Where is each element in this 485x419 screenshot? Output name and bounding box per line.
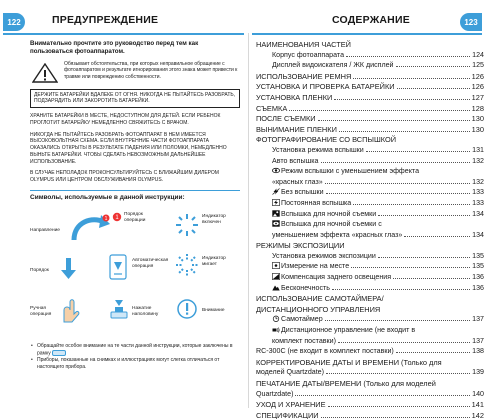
toc-page-number: 124	[472, 50, 484, 59]
toc-entry-title: Режим вспышки с уменьшением эффекта	[272, 167, 419, 175]
toc-page-number: 137	[472, 315, 484, 324]
toc-page-number: 131	[472, 145, 484, 154]
toc-leader-dots	[332, 285, 470, 290]
toc-leader-dots	[378, 253, 470, 258]
toc-entry	[256, 390, 484, 401]
toc-entry-title: RC-300C (не входит в комплект поставки)	[256, 347, 394, 356]
intro-text: Внимательно прочтите это руководство перед тем как пользоваться фотоаппаратом.	[30, 40, 199, 55]
toc-entry	[256, 125, 484, 136]
toc-entry-title: Quartzdate)	[256, 389, 294, 398]
toc-entry	[256, 337, 484, 348]
toc-leader-dots	[339, 127, 470, 132]
toc-entry	[256, 358, 484, 369]
svg-text:1: 1	[104, 216, 108, 223]
toc-leader-dots	[326, 369, 470, 374]
toc-leader-dots	[366, 147, 470, 152]
toc-entry-title: Авто вспышка	[272, 156, 319, 165]
toc-page-number: 134	[472, 230, 484, 239]
toc-leader-dots	[396, 348, 470, 353]
red-eye-icon	[272, 167, 281, 175]
toc-entry	[256, 188, 484, 199]
svg-text:1: 1	[115, 215, 119, 222]
toc-page-number: 127	[471, 92, 484, 102]
half-press-icon	[108, 298, 130, 322]
service-note: В СЛУЧАЕ НЕПОЛАДОК ПРОКОНСУЛЬТИРУЙТЕСЬ С БЛИЖАЙШИМ ДИЛЕРОМ OLYMPUS ИЛИ ЦЕНТРОМ ОБСЛУЖИВАНИЯ OLYMPUS.	[30, 170, 219, 183]
toc-page-number: 125	[472, 61, 484, 70]
toc-leader-dots	[334, 95, 469, 100]
toc-entry-title: Измерение на месте	[272, 262, 349, 270]
note-item: • Приборы, показанные на снимках и иллюстрациях могут слегка отличаться от настоящего прибора.	[30, 357, 240, 371]
toc-leader-dots	[338, 338, 470, 343]
toc-leader-dots	[353, 74, 469, 79]
indicator-on-icon	[174, 212, 200, 238]
toc-leader-dots	[396, 62, 471, 67]
indicator-blink-icon	[174, 252, 200, 278]
toc-leader-dots	[397, 84, 470, 89]
toc-entry-title: СЪЕМКА	[256, 103, 288, 113]
toc-page-number: 132	[472, 156, 484, 165]
toc-leader-dots	[378, 211, 470, 216]
toc-entry	[256, 411, 484, 419]
toc-entry-title: Установка режимов экспозиции	[272, 251, 376, 260]
toc-page-number: 136	[472, 283, 484, 292]
toc-leader-dots	[393, 274, 470, 279]
toc-leader-dots	[326, 189, 471, 194]
toc-page-number: 138	[472, 347, 484, 356]
self-timer-icon	[272, 315, 281, 323]
toc-entry	[256, 220, 484, 231]
toc-page-number: 133	[472, 188, 484, 197]
toc-entry-title: УСТАНОВКА И ПРОВЕРКА БАТАРЕЙКИ	[256, 82, 395, 92]
warning-page	[30, 40, 240, 371]
toc-leader-dots	[318, 116, 470, 121]
toc-leader-dots	[321, 413, 470, 418]
battery-warning-box: ДЕРЖИТЕ БАТАРЕЙКИ ВДАЛЕКЕ ОТ ОГНЯ. НИКОГДА НЕ ПЫТАЙТЕСЬ РАЗОБРАТЬ, ПОДЗАРЯДИТЬ ИЛИ ЗАКОРОТИТЬ БАТАРЕЙКИ.	[30, 89, 240, 109]
note-item: • Обращайте особое внимание на те части данной инструкции, которые заключены в рамку	[30, 343, 240, 357]
toc-entry	[256, 61, 484, 72]
toc-leader-dots	[325, 179, 471, 184]
right-page-number: 123	[460, 13, 482, 31]
toc-entry	[256, 347, 484, 358]
toc-entry-title: ПОСЛЕ СЪЕМКИ	[256, 114, 316, 124]
toc-entry	[256, 82, 484, 93]
toc-entry	[256, 368, 484, 379]
spot-metering-icon	[272, 262, 281, 270]
toc-entry	[256, 315, 484, 326]
toc-entry-title: УХОД И ХРАНЕНИЕ	[256, 400, 326, 410]
toc-entry	[256, 241, 484, 252]
children-warning: ХРАНИТЕ БАТАРЕЙКИ В МЕСТЕ, НЕДОСТУПНОМ ДЛЯ ДЕТЕЙ. ЕСЛИ РЕБЕНОК ПРОГЛОТИТ БАТАРЕЙКУ НЕМЕДЛЕННО СВЯЖИТЕСЬ С ВРАЧОМ.	[30, 113, 221, 126]
toc-page-number: 135	[472, 262, 484, 271]
toc-entry	[256, 72, 484, 83]
toc-leader-dots	[295, 391, 470, 396]
toc-entry	[256, 210, 484, 221]
caution-triangle-icon	[32, 63, 58, 83]
toc-entry	[256, 51, 484, 62]
toc-entry-title: НАИМЕНОВАНИЯ ЧАСТЕЙ	[256, 40, 351, 49]
toc-entry-title: ФОТОГРАФИРОВАНИЕ СО ВСПЫШКОЙ	[256, 135, 397, 145]
toc-page-number: 126	[471, 82, 484, 92]
toc-entry-title: Без вспышки	[272, 188, 324, 196]
right-header-rule	[252, 33, 482, 35]
direction-arrow-icon	[68, 212, 112, 246]
toc-entry	[256, 273, 484, 284]
toc-entry-title: ПЕЧАТАНИЕ ДАТЫ/ВРЕМЕНИ (Только для моделей	[256, 379, 436, 388]
toc-entry-title: УСТАНОВКА ПЛЕНКИ	[256, 92, 333, 102]
toc-entry	[256, 400, 484, 411]
notes-list	[30, 343, 240, 370]
toc-entry	[256, 262, 484, 273]
toc-entry	[256, 40, 484, 51]
toc-page-number: 135	[472, 251, 484, 260]
toc-page-number: 128	[471, 103, 484, 113]
toc-page-number: 140	[472, 389, 484, 398]
toc-entry	[256, 178, 484, 189]
toc-entry-title: ВЫНИМАНИЕ ПЛЕНКИ	[256, 124, 337, 134]
toc-entry	[256, 199, 484, 210]
toc-entry-title: ИСПОЛЬЗОВАНИЕ САМОТАЙМЕРА/	[256, 294, 384, 304]
legend-direction-label: Направление	[30, 228, 60, 234]
disassembly-warning: НИКОГДА НЕ ПЫТАЙТЕСЬ РАЗОБРАТЬ ФОТОАППАРАТ В НЕМ ИМЕЕТСЯ ВЫСОКОВОЛЬТНАЯ СХЕМА. ЕСЛИ ВНУТРЕННИЕ ЧАСТИ ФОТОАППАРАТА ОКАЗАЛИСЬ ОТКРЫТЫ В РЕЗУЛЬТАТЕ ПАДЕНИЯ ИЛИ ПОЛОМКИ, НЕМЕДЛЕННО ВЫНЬТЕ БАТАРЕЙКИ. ЧТОБЫ СДЕЛАТЬ НЕВОЗМОЖНЫМ ДАЛЬНЕЙШЕЕ ИСПОЛЬЗОВАНИЕ.	[30, 131, 227, 165]
toc-page-number: 142	[471, 410, 484, 419]
toc-entry	[256, 284, 484, 295]
toc-entry-title: Самотаймер	[272, 315, 323, 323]
page-divider	[248, 33, 249, 408]
legend-auto-op-label: Автоматическая операция	[132, 258, 169, 269]
toc-leader-dots	[325, 316, 470, 321]
toc-entry-title: ДИСТАНЦИОННОГО УПРАВЛЕНИЯ	[256, 304, 381, 314]
toc-entry	[256, 93, 484, 104]
caution-text: Обязывает обстоятельства, при которых неправильное обращение с фотоаппаратом и результате игнорирования этого знака может привести к травме или повреждению собственности.	[64, 60, 238, 80]
toc-leader-dots	[404, 232, 470, 237]
toc-entry	[256, 146, 484, 157]
auto-operation-icon	[106, 252, 130, 282]
toc-page-number: 134	[472, 209, 484, 218]
legend-manual-op-label: Ручная операция	[30, 306, 52, 317]
toc-entry-title: Вспышка для ночной съемки	[272, 210, 376, 218]
toc-entry	[256, 326, 484, 337]
toc-entry-title: комплект поставки)	[272, 336, 336, 345]
toc-entry	[256, 231, 484, 242]
toc-page-number: 130	[471, 114, 484, 124]
toc-entry-title: Вспышка для ночной съемки с	[272, 220, 382, 228]
toc-leader-dots	[351, 263, 470, 268]
toc-entry-title: Постоянная вспышка	[272, 199, 351, 207]
toc-page-number: 141	[471, 400, 484, 410]
night-red-eye-icon	[272, 220, 281, 228]
toc-entry	[256, 294, 484, 305]
toc-leader-dots	[321, 158, 471, 163]
toc-entry	[256, 305, 484, 316]
remote-control-icon	[272, 326, 281, 334]
legend-order-label: Порядок	[30, 268, 49, 274]
flash-off-icon	[272, 188, 281, 196]
toc-entry-title: уменьшением эффекта «красных глаз»	[272, 230, 403, 239]
symbols-legend	[30, 206, 240, 339]
toc-entry-title: Корпус фотоаппарата	[272, 50, 345, 59]
attention-icon	[176, 298, 198, 320]
toc-entry-title: Дистанционное управление (не входит в	[272, 326, 415, 334]
manual-operation-icon	[58, 298, 80, 324]
toc-entry	[256, 104, 484, 115]
backlight-compensation-icon	[272, 273, 281, 281]
toc-page-number: 137	[472, 336, 484, 345]
toc-leader-dots	[328, 402, 470, 407]
toc-entry	[256, 114, 484, 125]
toc-entry-title: СПЕЦИФИКАЦИИ	[256, 410, 319, 419]
toc-leader-dots	[346, 52, 470, 57]
toc-entry-title: Дисплей видоискателя / ЖК дисплей	[272, 61, 394, 70]
table-of-contents	[256, 40, 484, 419]
fill-flash-icon	[272, 199, 281, 207]
toc-entry	[256, 167, 484, 178]
toc-entry-title: РЕЖИМЫ ЭКСПОЗИЦИИ	[256, 241, 345, 251]
left-page-number: 122	[3, 13, 25, 31]
toc-entry-title: Бесконечность	[272, 284, 330, 292]
right-page-title: СОДЕРЖАНИЕ	[332, 14, 410, 26]
toc-page-number: 130	[471, 124, 484, 134]
toc-page-number: 133	[472, 198, 484, 207]
frame-sample-icon	[52, 350, 66, 356]
toc-page-number: 126	[471, 71, 484, 81]
step-number-icon	[112, 212, 122, 222]
toc-entry-title: ИСПОЛЬЗОВАНИЕ РЕМНЯ	[256, 71, 352, 81]
toc-leader-dots	[289, 106, 469, 111]
left-header-rule	[3, 33, 244, 35]
legend-indicator-on-label: Индикатор включен	[202, 214, 226, 225]
caution-block	[30, 61, 240, 83]
legend-order-ops-label: Порядок операции	[124, 212, 146, 223]
legend-press-label: Нажатие наполовину	[132, 306, 159, 317]
infinity-mountain-icon	[272, 284, 281, 292]
left-page-title: ПРЕДУПРЕЖДЕНИЕ	[52, 14, 159, 26]
toc-page-number: 136	[472, 273, 484, 282]
symbols-title: Символы, используемые в данной инструкции:	[30, 190, 240, 202]
toc-entry	[256, 135, 484, 146]
toc-entry-title: Установка режима вспышки	[272, 145, 364, 154]
toc-page-number: 132	[472, 177, 484, 186]
toc-entry-title: моделей Quartzdate)	[256, 368, 324, 377]
order-arrow-icon	[58, 256, 78, 280]
toc-entry	[256, 157, 484, 168]
legend-indicator-blink-label: Индикатор мигает	[202, 256, 226, 267]
night-scene-icon	[272, 210, 281, 218]
toc-entry-title: «красных глаз»	[272, 177, 323, 186]
legend-attention-label: Внимание	[202, 308, 225, 314]
toc-leader-dots	[353, 200, 470, 205]
toc-entry-title: Компенсация заднего освещения	[272, 273, 391, 281]
toc-entry-title: КОРРЕКТИРОВАНИЕ ДАТЫ И ВРЕМЕНИ (Только для	[256, 357, 442, 367]
toc-entry	[256, 252, 484, 263]
toc-entry	[256, 379, 484, 390]
toc-page-number: 139	[472, 368, 484, 377]
